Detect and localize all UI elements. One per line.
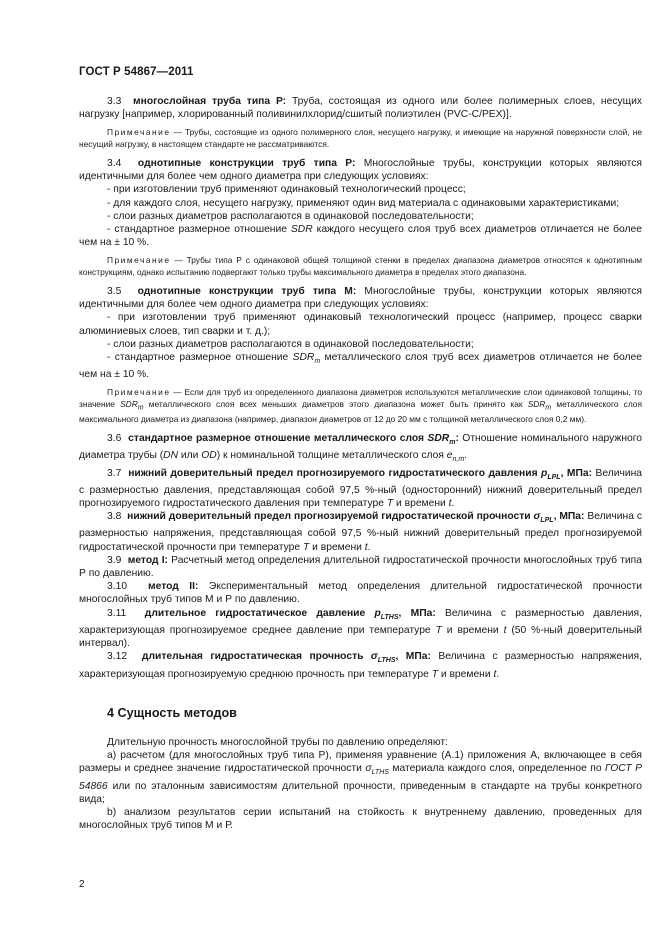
list-item: - при изготовлении труб применяют одинаковый технологический процесс (например, процесс сварки алюминиевых слоев, тип сварки и т. д.); xyxy=(79,312,642,337)
clause-term: однотипные конструкции труб типа Р: xyxy=(137,158,356,169)
clause-number: 3.10 xyxy=(107,581,128,593)
note-label: Примечание xyxy=(107,387,171,398)
note-label: Примечание xyxy=(107,127,171,138)
section-heading: 4 Сущность методов xyxy=(107,705,237,720)
clause-3-4 xyxy=(79,157,642,183)
clause-term: длительное гидростатическое давление $p_{LTHS}$, МПа: xyxy=(144,607,436,621)
page-number: 2 xyxy=(79,879,85,890)
clause-term: стандартное размерное отношение металлического слоя $SDR_m$: xyxy=(128,433,459,447)
section-intro: Длительную прочность многослойной трубы по давлению определяют: xyxy=(107,736,448,748)
clause-3-10 xyxy=(79,580,642,606)
clause-number: 3.6 xyxy=(107,433,122,445)
clause-term: нижний доверительный предел прогнозируемой гидростатической прочности $\sigma_{LPL}$, МПа: xyxy=(127,511,585,525)
clause-number: 3.5 xyxy=(107,286,122,298)
clause-number: 3.7 xyxy=(107,467,122,479)
clause-term: метод II: xyxy=(148,581,199,593)
note-text: — Трубы, состоящие из одного полимерного слоя, несущего нагрузку, и имеющие на наружной поверхности слой, не несущий нагрузку, в настоящем стандарте не рассматриваются. xyxy=(79,127,642,149)
clause-term: длительная гидростатическая прочность $\sigma_{LTHS}$, МПа: xyxy=(141,651,431,665)
list-item-b: b) анализом результатов серии испытаний на стойкость к внутреннему давлению, проведенных для многослойных труб типов М и Р. xyxy=(79,807,642,832)
clause-number: 3.11 xyxy=(107,607,127,619)
clause-text: Расчетный метод определения длительной гидростатической прочности многослойных труб типа Р по давлению. xyxy=(79,554,642,580)
clause-text: Экспериментальный метод определения длительной гидростатической прочности многослойных труб типов М и Р по давлению. xyxy=(79,581,642,606)
clause-3-7: 3.7 нижний доверительный предел прогнозируемого гидростатического давления $p_{LPL}$, МПа: Величина с размерностью давления, представляющая собой 97,5 %-ный (односторонний) нижний доверительный предел прогнозируемого гидростатического давления при температуре T и времени t. xyxy=(79,467,642,509)
note-3-5: Примечание — Если для труб из определенного диапазона диаметров используются металлические слои одинаковой толщины, то значение $SDR_m$ металлического слоя всех меньших диаметров этого диапазона может быть принято как $SDR_m$ металлического слоя максимального диаметра из диапазона (например, диапазон диаметров от 12 до 20 мм с толщиной металлического слоя 0,2 мм). xyxy=(79,387,642,424)
clause-number: 3.8 xyxy=(107,511,122,523)
clause-3-5 xyxy=(79,285,642,311)
clause-text: Труба, состоящая из одного или более полимерных слоев, несущих нагрузку [например, хлорированный поливинилхлорид/сшитый полиэтилен (PVC-C/PEX)]. xyxy=(79,96,642,121)
note-3-3 xyxy=(79,127,642,150)
document-body xyxy=(79,95,642,832)
clause-number: 3.9 xyxy=(107,554,122,566)
list-item: - стандартное размерное отношение SDR каждого несущего слоя труб всех диаметров отличается не более чем на ± 10 %. xyxy=(79,224,643,249)
list-item: - стандартное размерное отношение $SDR_m$ металлического слоя труб всех диаметров отличается не более чем на ± 10 %. xyxy=(79,352,642,381)
standard-reference: ГОСТ Р 54866 xyxy=(79,763,642,792)
clause-text: Многослойные трубы, конструкции которых являются идентичными для более чем одного диаметра при следующих условиях: xyxy=(79,158,642,183)
clause-term: однотипные конструкции труб типа М: xyxy=(137,286,357,298)
clause-3-12: 3.12 длительная гидростатическая прочность $\sigma_{LTHS}$, МПа: Величина с размерностью напряжения, характеризующая прогнозируемую среднюю прочность при температуре T и времени t. xyxy=(79,651,642,680)
clause-3-8: 3.8 нижний доверительный предел прогнозируемой гидростатической прочности $\sigma_{LPL}$, МПа: Величина с размерностью напряжения, представляющая собой 97,5 %-ный нижний доверительный предел прогнозируемой гидростатической прочности при температуре T и времени t. xyxy=(79,511,642,553)
list-item: - слои разных диаметров располагаются в одинаковой последовательности; xyxy=(107,210,474,222)
clause-term: метод I: xyxy=(127,554,168,566)
note-3-4 xyxy=(79,255,642,278)
list-item: - для каждого слоя, несущего нагрузку, применяют один вид материала с одинаковыми характеристиками; xyxy=(107,197,620,209)
note-label: Примечание xyxy=(107,255,171,266)
clause-term: многослойная труба типа Р: xyxy=(133,96,287,107)
clause-number: 3.12 xyxy=(107,651,128,663)
clause-number: 3.3 xyxy=(107,96,122,107)
clause-number: 3.4 xyxy=(107,158,122,169)
note-text: — Трубы типа Р с одинаковой общей толщиной стенки в пределах диапазона диаметров относятся к однотипным конструкциям, однако испытанию подвергают только трубы максимального диаметра в пределах этого диапазона. xyxy=(79,255,642,277)
clause-3-6: 3.6 стандартное размерное отношение металлического слоя $SDR_m$: Отношение номинального наружного диаметра трубы (DN или OD) к номинальной толщине металлического слоя $e_{n,m}$. xyxy=(79,433,642,464)
list-item-a: а) расчетом (для многослойных труб типа Р), применяя уравнение (А.1) приложения А, включающее в себя размеры и среднее значение гидростатической прочности $\sigma_{LTHS}$ материала каждого слоя, определенное по ГОСТ Р 54866 или по эталонным зависимостям длительной прочности, приведенным в стандарте на трубы конкретного вида; xyxy=(79,750,642,805)
clause-3-3 xyxy=(79,95,642,121)
clause-3-9 xyxy=(79,554,642,580)
clause-text: Многослойные трубы, конструкции которых являются идентичными для более чем одного диаметра при следующих условиях: xyxy=(79,286,642,311)
list-item: - слои разных диаметров располагаются в одинаковой последовательности; xyxy=(107,338,474,350)
clause-term: нижний доверительный предел прогнозируемого гидростатического давления $p_{LPL}$, МПа: xyxy=(128,467,593,481)
clause-3-11: 3.11 длительное гидростатическое давление $p_{LTHS}$, МПа: Величина с размерностью давления, характеризующая прогнозируемое среднее давление при температуре T и времени t (50 %-ный доверительный интервал). xyxy=(79,607,642,650)
list-item: - при изготовлении труб применяют одинаковый технологический процесс; xyxy=(107,184,466,196)
document-header: ГОСТ Р 54867—2011 xyxy=(79,66,194,78)
